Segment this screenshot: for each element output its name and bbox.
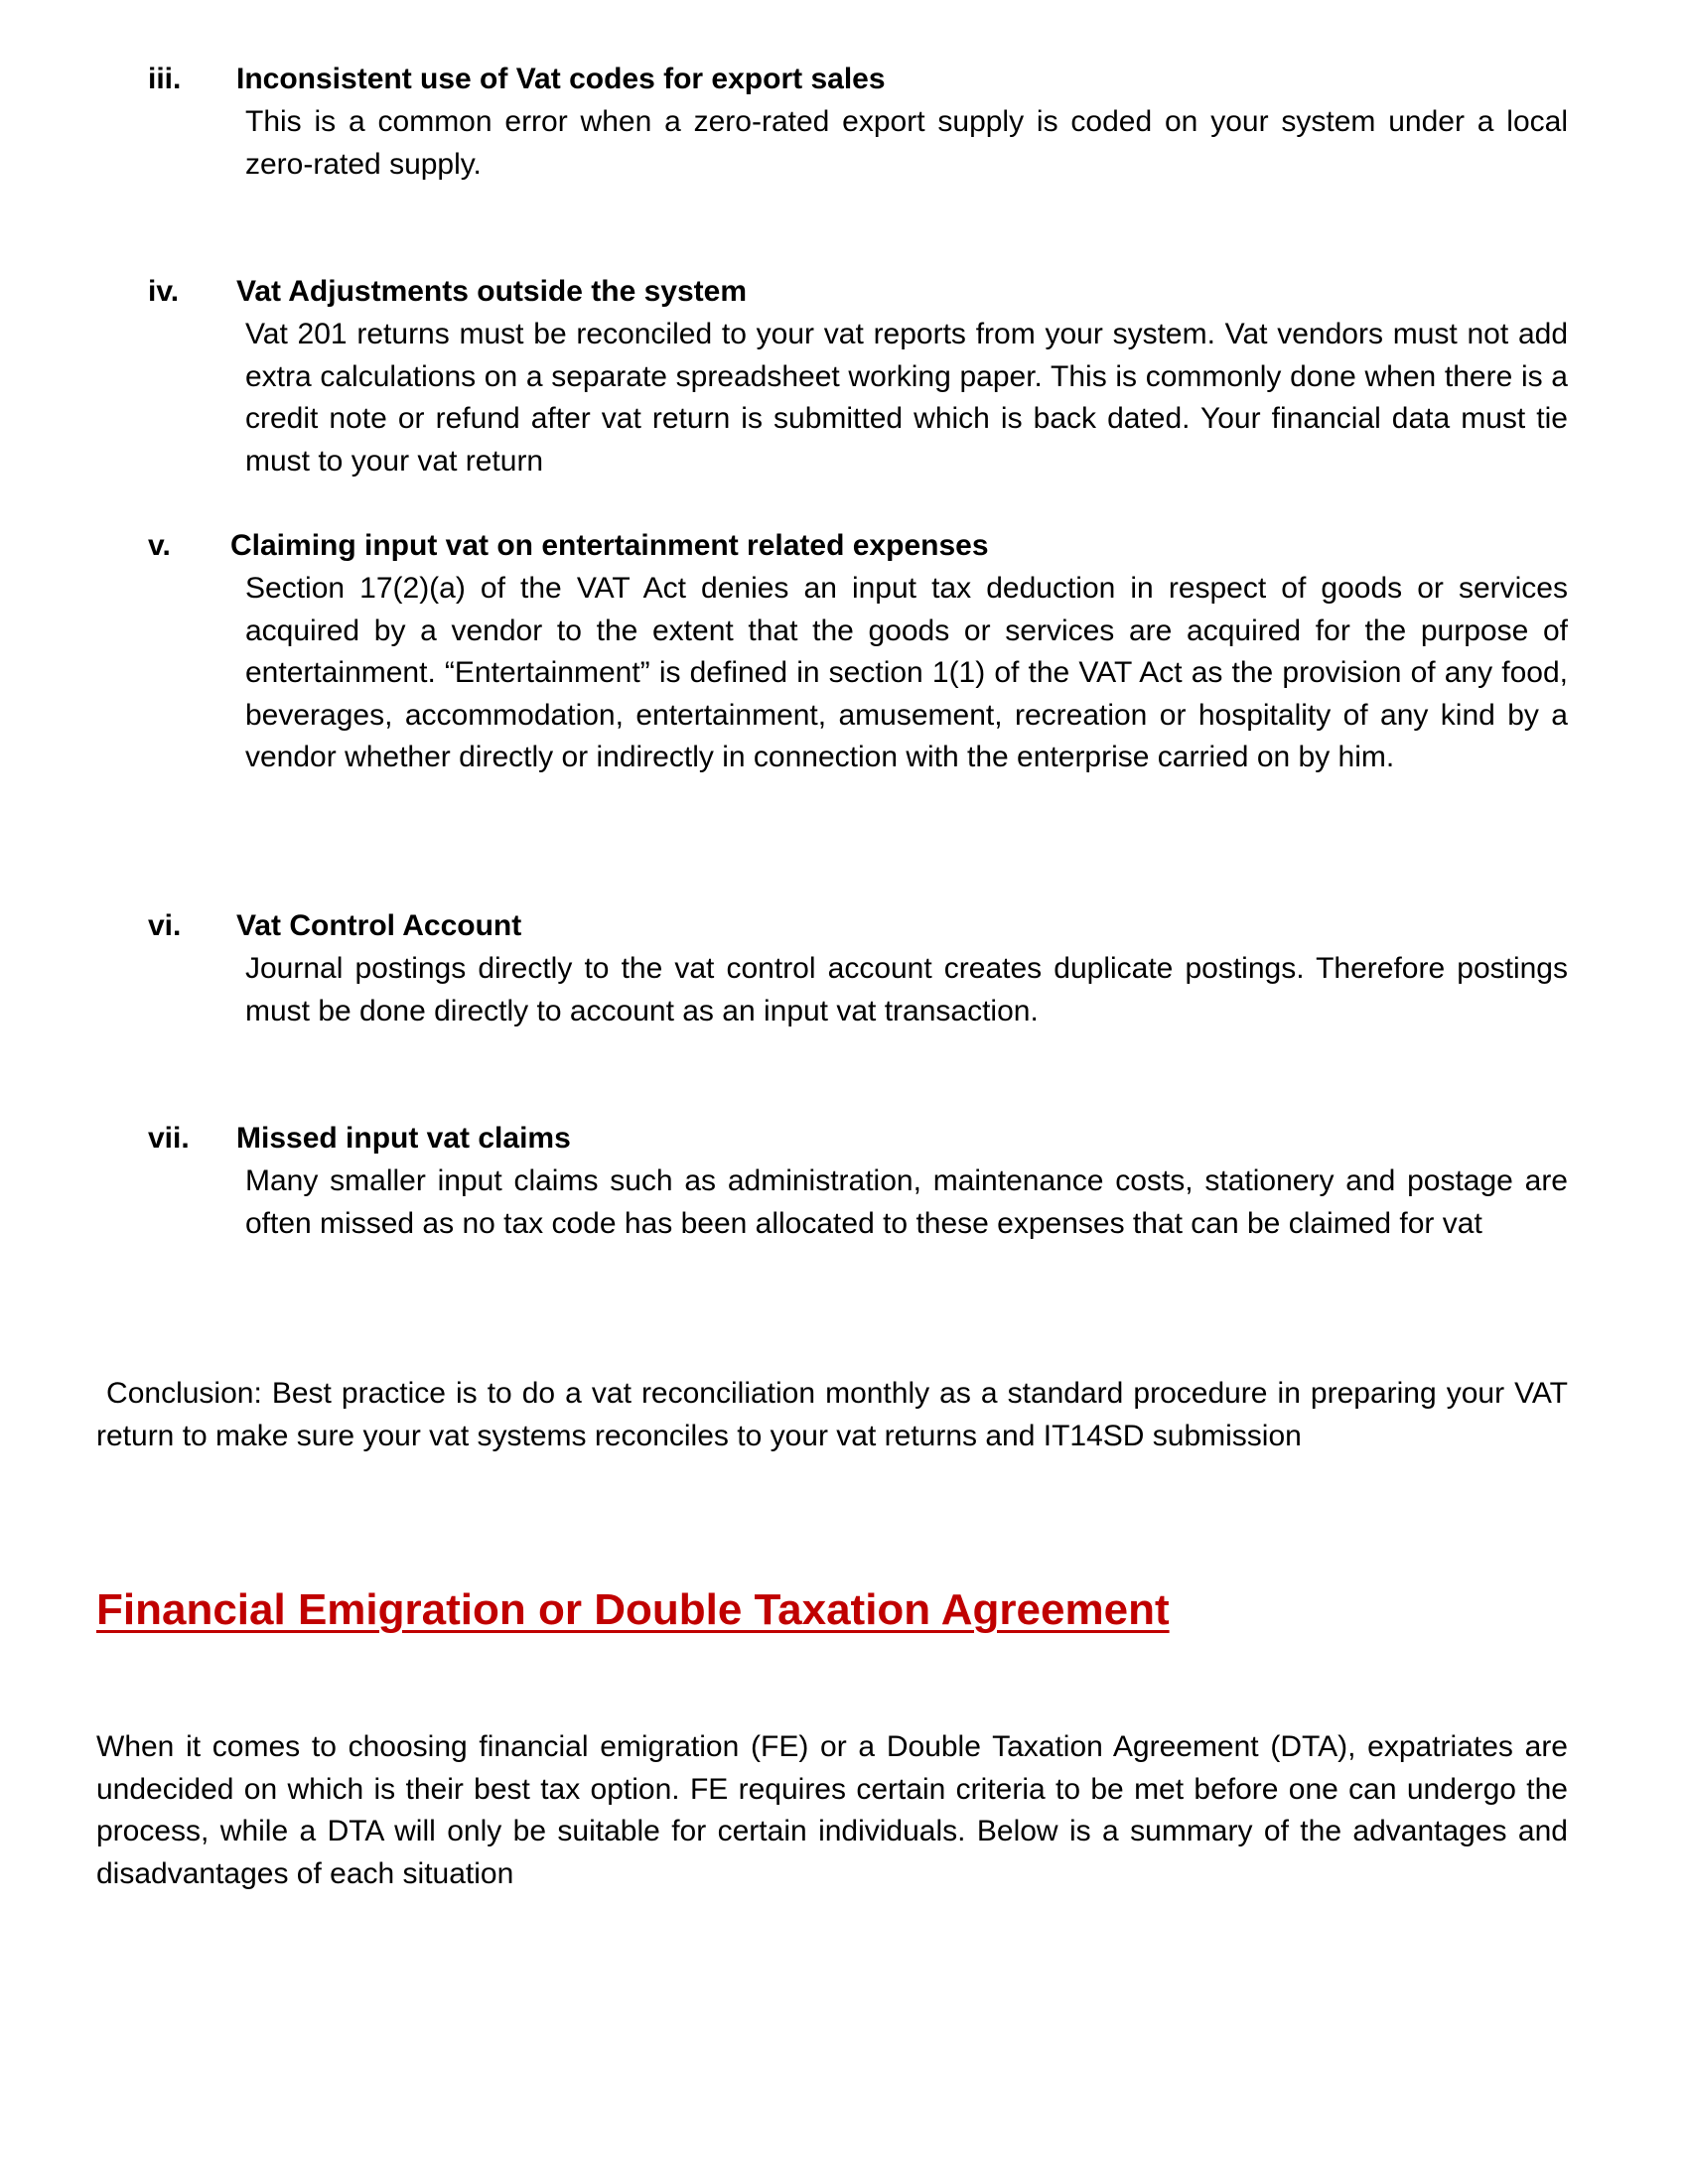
item-title: Vat Adjustments outside the system [236, 275, 748, 308]
item-body: Journal postings directly to the vat control account creates duplicate postings. Therefore postings must be done directly to account as an input vat transaction. [245, 952, 1568, 1027]
item-numeral: iii. [148, 63, 182, 95]
item-title: Missed input vat claims [236, 1122, 571, 1155]
item-body: Section 17(2)(a) of the VAT Act denies an input tax deduction in respect of goods or services acquired by a vendor to the extent that the goods or services are acquired for the purpose of entertainment. “Entertainment” is defined in section 1(1) of the VAT Act as the provision of any food, beverages, accommodation, entertainment, amusement, recreation or hospitality of any kind by a vendor whether directly or indirectly in connection with the enterprise carried on by him. [245, 572, 1568, 773]
section-intro-paragraph: When it comes to choosing financial emigration (FE) or a Double Taxation Agreement (DTA), expatriates are undecided on which is their best tax option. FE requires certain criteria to be met before one can undergo the process, while a DTA will only be suitable for certain individuals. Below is a summary of the advantages and disadvantages of each situation [96, 1730, 1568, 1890]
item-body: Many smaller input claims such as administration, maintenance costs, stationery and postage are often missed as no tax code has been allocated to these expenses that can be claimed for vat [245, 1164, 1568, 1240]
item-numeral: iv. [148, 275, 180, 308]
item-body: This is a common error when a zero-rated export supply is coded on your system under a local zero-rated supply. [245, 105, 1568, 181]
item-numeral: v. [148, 529, 171, 562]
section-heading: Financial Emigration or Double Taxation Agreement [96, 1585, 1170, 1634]
item-body: Vat 201 returns must be reconciled to your vat reports from your system. Vat vendors must not add extra calculations on a separate spreadsheet working paper. This is commonly done when there is a credit note or refund after vat return is submitted which is back dated. Your financial data must tie must to your vat return [245, 318, 1568, 478]
item-title: Claiming input vat on entertainment related expenses [230, 529, 989, 562]
item-numeral: vi. [148, 909, 182, 942]
item-numeral: vii. [148, 1122, 190, 1155]
conclusion-paragraph: Conclusion: Best practice is to do a vat reconciliation monthly as a standard procedure in preparing your VAT return to make sure your vat systems reconciles to your vat returns and IT14SD submission [96, 1377, 1568, 1452]
item-title: Vat Control Account [236, 909, 522, 942]
item-title: Inconsistent use of Vat codes for export sales [236, 63, 886, 95]
